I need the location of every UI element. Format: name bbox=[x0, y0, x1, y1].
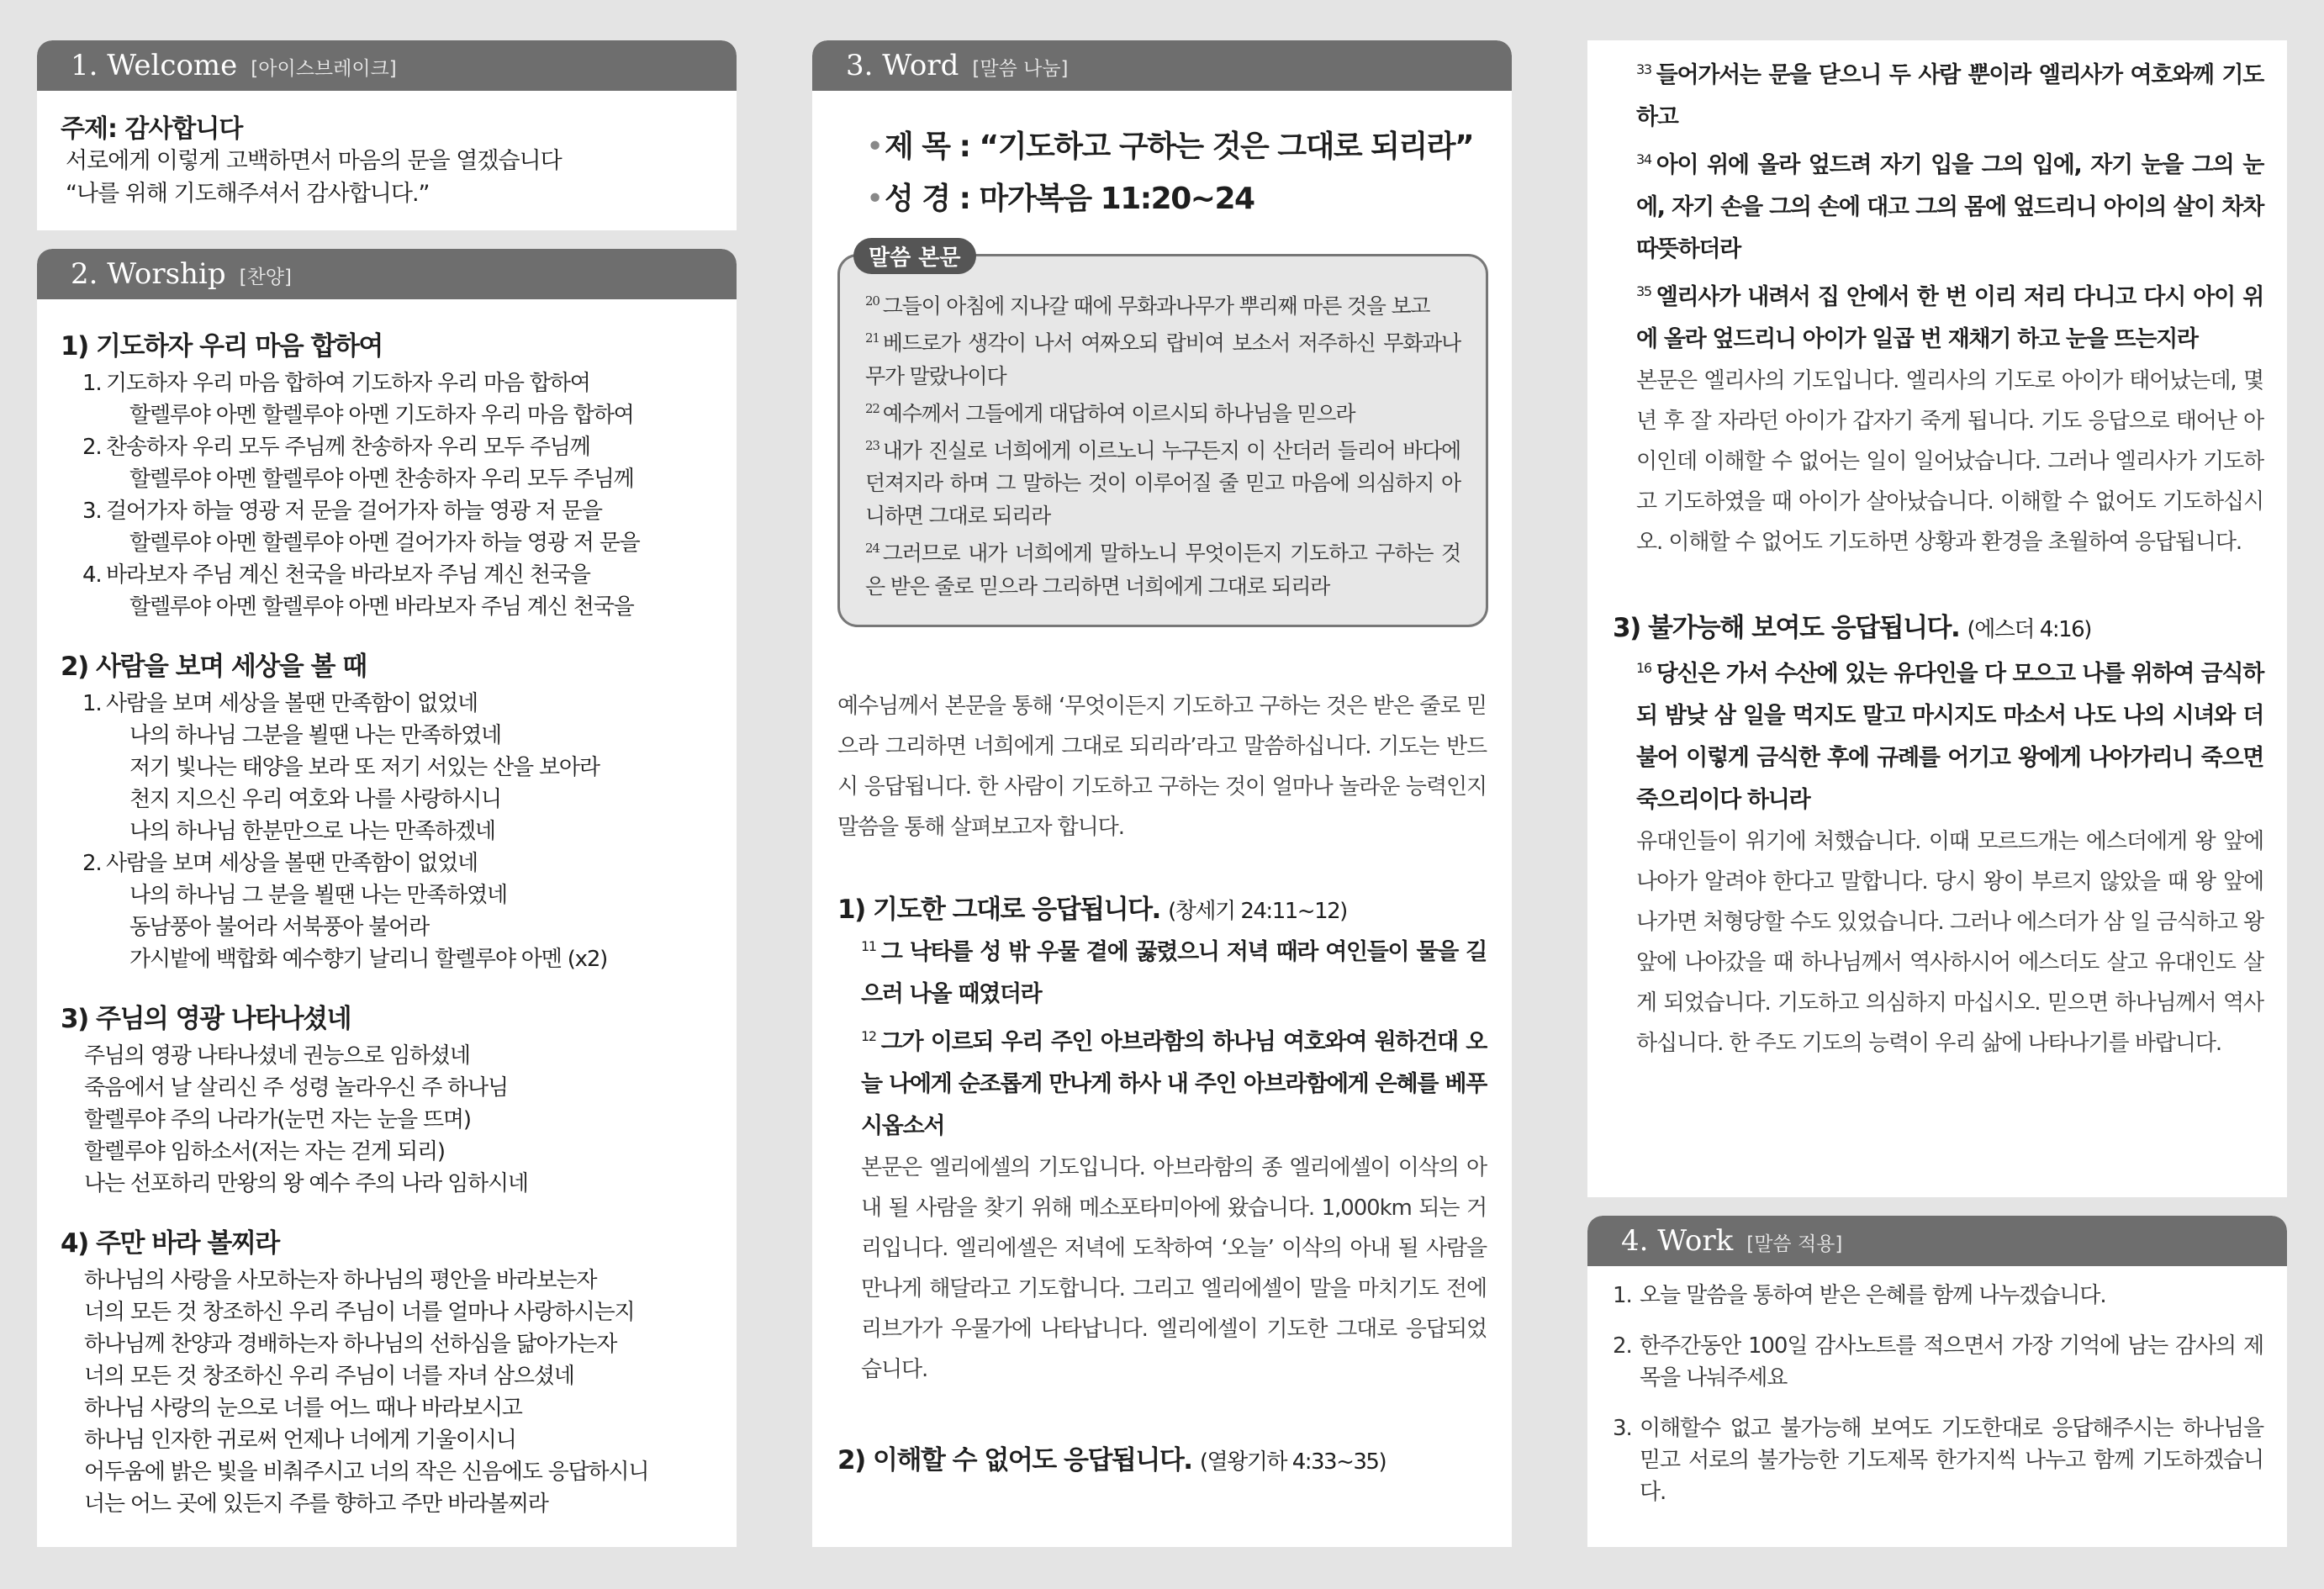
scripture-quote bbox=[837, 926, 1487, 1016]
welcome-line: “나를 위해 기도해주셔서 감사합니다.” bbox=[66, 181, 430, 207]
word-subheading: [말씀 나눔] bbox=[972, 58, 1069, 80]
verse-line: 할렐루야 아멘 할렐루야 아멘 찬송하자 우리 모두 주님께 bbox=[129, 467, 634, 492]
item-number: 3. bbox=[1613, 1416, 1632, 1441]
verse-line: 천지 지으신 우리 여호와 나를 사랑하시니 bbox=[129, 787, 501, 812]
verse-line: 할렐루야 아멘 할렐루야 아멘 기도하자 우리 마음 합하여 bbox=[129, 403, 634, 428]
work-subheading: [말씀 적용] bbox=[1746, 1233, 1843, 1255]
song-title: 3) 주님의 영광 나타나셨네 bbox=[61, 1004, 351, 1034]
item-text: 한주간동안 100일 감사노트를 적으면서 가장 기억에 남는 감사의 제목을 나눠주세요 bbox=[1640, 1333, 2263, 1391]
bible-verse bbox=[865, 532, 1460, 602]
sermon-info bbox=[812, 91, 1512, 225]
item-text: 오늘 말씀을 통하여 받은 은혜를 함께 나누겠습니다. bbox=[1640, 1283, 2106, 1308]
point-title-text: 1) 기도한 그대로 응답됩니다. bbox=[837, 894, 1160, 925]
point-body: 본문은 엘리사의 기도입니다. 엘리사의 기도로 아이가 태어났는데, 몇 년 후 잘 자라던 아이가 갑자기 죽게 됩니다. 기도 응답으로 태어난 아이인데 이해할 수 없어는 일이 일어났습니다. 그러나 엘리사가 기도하고 기도하였을 때 아이가 살아났습니다. 이해할 수 없어도 기도하십시오. 이해할 수 없어도 기도하면 상황과 환경을 초월하여 응답됩니다. bbox=[1636, 368, 2263, 555]
verse-line: 저기 빛나는 태양을 보라 또 저기 서있는 산을 보아라 bbox=[129, 755, 599, 780]
verse-number: 22 bbox=[865, 400, 879, 416]
verse-line: 나의 하나님 그분을 뵐땐 나는 만족하였네 bbox=[129, 723, 501, 748]
point-2-heading bbox=[812, 1390, 1512, 1476]
bible-verse bbox=[865, 393, 1460, 430]
point-title-text: 2) 이해할 수 없어도 응답됩니다. bbox=[837, 1444, 1192, 1476]
scripture-quote bbox=[1636, 139, 2263, 271]
point-reference: (열왕기하 4:33~35) bbox=[1199, 1449, 1386, 1475]
song-verse bbox=[61, 847, 713, 975]
lyric-line: 죽음에서 날 살리신 주 성령 놀라우신 주 하나님 bbox=[84, 1075, 508, 1101]
verse-line: 할렐루야 아멘 할렐루야 아멘 바라보자 주님 계신 천국을 bbox=[129, 594, 634, 620]
lyric-line: 하나님 인자한 귀로써 언제나 너에게 기울이시니 bbox=[84, 1428, 516, 1453]
verse-line: 기도하자 우리 마음 합하여 기도하자 우리 마음 합하여 bbox=[106, 371, 590, 396]
verse-number: 2. bbox=[82, 435, 102, 460]
verse-number: 1. bbox=[82, 691, 102, 716]
word-header bbox=[812, 40, 1512, 91]
column-middle bbox=[812, 40, 1512, 1547]
bible-verse bbox=[865, 430, 1460, 532]
point-title-text: 3) 불가능해 보여도 응답됩니다. bbox=[1613, 613, 1960, 643]
welcome-section bbox=[37, 40, 737, 230]
point-reference: (창세기 24:11~12) bbox=[1168, 898, 1347, 924]
verse-line: 동남풍아 불어라 서북풍아 불어라 bbox=[129, 915, 430, 940]
welcome-heading: 1. Welcome bbox=[71, 49, 238, 82]
lyric-line: 어두움에 밝은 빛을 비춰주시고 너의 작은 신음에도 응답하시니 bbox=[84, 1460, 649, 1485]
worship-header bbox=[37, 249, 737, 299]
verse-line: 나의 하나님 한분만으로 나는 만족하겠네 bbox=[129, 819, 495, 844]
verse-line: 사람을 보며 세상을 볼땐 만족함이 없었네 bbox=[106, 691, 478, 716]
song-4 bbox=[61, 1222, 713, 1520]
item-text: 이해할수 없고 불가능해 보여도 기도한대로 응답해주시는 하나님을 믿고 서로의 불가능한 기도제목 한가지씩 나누고 함께 기도하겠습니다. bbox=[1640, 1416, 2263, 1505]
verse-text: 그러므로 내가 너희에게 말하노니 무엇이든지 기도하고 구하는 것은 받은 줄로 믿으라 그리하면 너희에게 그대로 되리라 bbox=[865, 541, 1460, 599]
verse-number: 4. bbox=[82, 562, 102, 588]
song-lyrics bbox=[61, 1040, 713, 1200]
verse-text: 베드로가 생각이 나서 여짜오되 랍비여 보소서 저주하신 무화과나무가 말랐나이다 bbox=[865, 330, 1460, 388]
point-2-continued bbox=[1613, 49, 2263, 562]
song-verse bbox=[61, 559, 713, 623]
point-title bbox=[1613, 606, 2263, 644]
work-body bbox=[1587, 1266, 2287, 1540]
quote-text: 당신은 가서 수산에 있는 유다인을 다 모으고 나를 위하여 금식하되 밤낮 삼 일을 먹지도 말고 마시지도 마소서 나도 나의 시녀와 더불어 이렇게 금식한 후에 규례를 어기고 왕에게 나아가리니 죽으면 죽으리이다 하니라 bbox=[1636, 661, 2263, 813]
lyric-line: 너의 모든 것 창조하신 우리 주님이 너를 자녀 삼으셨네 bbox=[84, 1364, 574, 1389]
word-heading: 3. Word bbox=[846, 49, 959, 82]
point-title bbox=[837, 888, 1487, 926]
song-3 bbox=[61, 997, 713, 1200]
scripture-quote bbox=[837, 1016, 1487, 1148]
verse-number: 12 bbox=[861, 1027, 876, 1044]
word-continued bbox=[1587, 40, 2287, 1197]
song-title: 1) 기도하자 우리 마음 합하여 bbox=[61, 331, 383, 362]
worship-section bbox=[37, 249, 737, 1547]
verse-number: 1. bbox=[82, 371, 102, 396]
verse-number: 16 bbox=[1636, 660, 1651, 676]
song-verse bbox=[61, 367, 713, 431]
bible-verse bbox=[865, 322, 1460, 392]
verse-line: 찬송하자 우리 모두 주님께 찬송하자 우리 모두 주님께 bbox=[106, 435, 590, 460]
point-body: 본문은 엘리에셀의 기도입니다. 아브라함의 종 엘리에셀이 이삭의 아내 될 사람을 찾기 위해 메소포타미아에 왔습니다. 1,000km 되는 거리입니다. 엘리에셀은 저녁에 도착하여 ‘오늘’ 이삭의 아내 될 사람을 만나게 해달라고 기도합니다. 그리고 엘리에셀이 말을 마치기도 전에 리브가가 우물가에 나타납니다. 엘리에셀이 기도한 그대로 응답되었습니다. bbox=[861, 1154, 1487, 1382]
welcome-topic: 주제: 감사합니다 bbox=[61, 114, 243, 144]
bible-verse bbox=[865, 285, 1460, 322]
work-item bbox=[1611, 1412, 2263, 1508]
quote-text: 들어가서는 문을 닫으니 두 사람 뿐이라 엘리사가 여호와께 기도하고 bbox=[1636, 62, 2263, 130]
scripture-quote bbox=[1636, 49, 2263, 139]
verse-number: 34 bbox=[1636, 151, 1651, 167]
sermon-title: • 제 목 : “기도하고 구하는 것은 그대로 되리라” bbox=[885, 121, 1512, 173]
song-verse bbox=[61, 431, 713, 495]
verse-number: 2. bbox=[82, 851, 102, 876]
song-1 bbox=[61, 325, 713, 623]
verse-number: 11 bbox=[861, 937, 876, 954]
sermon-scripture: • 성 경 : 마가복음 11:20~24 bbox=[885, 173, 1512, 225]
verse-line: 바라보자 주님 계신 천국을 바라보자 주님 계신 천국을 bbox=[106, 562, 590, 588]
verse-text: 예수께서 그들에게 대답하여 이르시되 하나님을 믿으라 bbox=[882, 400, 1355, 425]
point-body: 유대인들이 위기에 처했습니다. 이때 모르드개는 에스더에게 왕 앞에 나아가 알려야 한다고 말합니다. 당시 왕이 부르지 않았을 때 왕 앞에 나가면 처형당할 수도 있었습니다. 그러나 에스더가 삼 일 금식하고 왕 앞에 나아갔을 때 하나님께서 역사하시어 에스더도 살고 유대인도 살게 되었습니다. 기도하고 의심하지 마십시오. 믿으면 하나님께서 역사하십니다. 한 주도 기도의 능력이 우리 삶에 나타나기를 바랍니다. bbox=[1636, 829, 2263, 1056]
item-number: 1. bbox=[1613, 1283, 1632, 1308]
point-title bbox=[837, 1439, 1487, 1476]
song-lyrics bbox=[61, 1264, 713, 1520]
lyric-line: 너는 어느 곳에 있든지 주를 향하고 주만 바라볼찌라 bbox=[84, 1491, 548, 1517]
verse-line: 사람을 보며 세상을 볼땐 만족함이 없었네 bbox=[106, 851, 478, 876]
welcome-line: 서로에게 이렇게 고백하면서 마음의 문을 열겠습니다 bbox=[66, 148, 562, 174]
welcome-subheading: [아이스브레이크] bbox=[251, 58, 397, 80]
song-title: 4) 주만 바라 볼찌라 bbox=[61, 1228, 279, 1259]
point-3 bbox=[1613, 647, 2263, 1064]
worship-body bbox=[37, 299, 737, 1547]
point-1 bbox=[812, 847, 1512, 1390]
song-2 bbox=[61, 645, 713, 975]
verse-number: 3. bbox=[82, 499, 102, 524]
work-item bbox=[1611, 1280, 2263, 1312]
verse-line: 가시밭에 백합화 예수향기 날리니 할렐루야 아멘 (x2) bbox=[129, 947, 608, 972]
song-verse bbox=[61, 688, 713, 847]
lyric-line: 주님의 영광 나타나셨네 권능으로 임하셨네 bbox=[84, 1043, 470, 1069]
lyric-line: 하나님의 사랑을 사모하는자 하나님의 평안을 바라보는자 bbox=[84, 1268, 597, 1293]
verse-line: 할렐루야 아멘 할렐루야 아멘 걸어가자 하늘 영광 저 문을 bbox=[129, 531, 640, 556]
work-header bbox=[1587, 1216, 2287, 1266]
song-verse bbox=[61, 495, 713, 559]
lyric-line: 하나님 사랑의 눈으로 너를 어느 때나 바라보시고 bbox=[84, 1396, 522, 1421]
work-heading: 4. Work bbox=[1621, 1224, 1734, 1258]
lyric-line: 나는 선포하리 만왕의 왕 예수 주의 나라 임하시네 bbox=[84, 1171, 528, 1196]
verse-text: 그들이 아침에 지나갈 때에 무화과나무가 뿌리째 마른 것을 보고 bbox=[882, 293, 1430, 319]
worship-subheading: [찬양] bbox=[239, 267, 292, 288]
work-section bbox=[1587, 1216, 2287, 1547]
point-reference: (에스더 4:16) bbox=[1967, 617, 2091, 642]
scripture-box bbox=[837, 245, 1488, 627]
lyric-line: 하나님께 찬양과 경배하는자 하나님의 선하심을 닮아가는자 bbox=[84, 1332, 617, 1357]
verse-number: 20 bbox=[865, 293, 879, 309]
worship-heading: 2. Worship bbox=[71, 257, 226, 291]
verse-number: 33 bbox=[1636, 61, 1651, 77]
welcome-body bbox=[37, 91, 737, 227]
verse-number: 35 bbox=[1636, 283, 1651, 299]
welcome-header bbox=[37, 40, 737, 91]
verse-line: 걸어가자 하늘 영광 저 문을 걸어가자 하늘 영광 저 문을 bbox=[106, 499, 602, 524]
quote-text: 그 낙타를 성 밖 우물 곁에 꿇렸으니 저녁 때라 여인들이 물을 길으러 나올 때였더라 bbox=[861, 938, 1487, 1007]
lyric-line: 할렐루야 주의 나라가(눈먼 자는 눈을 뜨며) bbox=[84, 1107, 471, 1132]
lyric-line: 너의 모든 것 창조하신 우리 주님이 너를 얼마나 사랑하시는지 bbox=[84, 1300, 635, 1325]
column-right bbox=[1587, 40, 2287, 1505]
quote-text: 아이 위에 올라 엎드려 자기 입을 그의 입에, 자기 눈을 그의 눈에, 자기 손을 그의 손에 대고 그의 몸에 엎드리니 아이의 살이 차차 따뜻하더라 bbox=[1636, 152, 2263, 262]
sermon-intro: 예수님께서 본문을 통해 ‘무엇이든지 기도하고 구하는 것은 받은 줄로 믿으라 그리하면 너희에게 그대로 되리라’라고 말씀하십니다. 기도는 반드시 응답됩니다. 한 사람이 기도하고 구하는 것이 얼마나 놀라운 능력인지 말씀을 통해 살펴보고자 합니다. bbox=[837, 693, 1487, 840]
verse-number: 21 bbox=[865, 330, 879, 346]
quote-text: 그가 이르되 우리 주인 아브라함의 하나님 여호와여 원하건대 오늘 나에게 순조롭게 만나게 하사 내 주인 아브라함에게 은혜를 베푸시옵소서 bbox=[861, 1028, 1487, 1139]
song-title: 2) 사람을 보며 세상을 볼 때 bbox=[61, 652, 367, 682]
scripture-box-label: 말씀 본문 bbox=[853, 238, 976, 274]
column-left bbox=[37, 40, 737, 1517]
scripture-quote bbox=[1636, 271, 2263, 361]
lyric-line: 할렐루야 임하소서(저는 자는 걷게 되리) bbox=[84, 1139, 445, 1164]
work-item bbox=[1611, 1330, 2263, 1394]
verse-line: 나의 하나님 그 분을 뵐땐 나는 만족하였네 bbox=[129, 883, 507, 908]
quote-text: 엘리사가 내려서 집 안에서 한 번 이리 저리 다니고 다시 아이 위에 올라 엎드리니 아이가 일곱 번 재채기 하고 눈을 뜨는지라 bbox=[1636, 284, 2263, 352]
item-number: 2. bbox=[1613, 1333, 1632, 1359]
verse-text: 내가 진실로 너희에게 이르노니 누구든지 이 산더러 들리어 바다에 던져지라 하며 그 말하는 것이 이루어질 줄 믿고 마음에 의심하지 아니하면 그대로 되리라 bbox=[865, 438, 1460, 529]
scripture-quote bbox=[1636, 647, 2263, 821]
verse-number: 24 bbox=[865, 541, 879, 557]
verse-number: 23 bbox=[865, 437, 879, 453]
